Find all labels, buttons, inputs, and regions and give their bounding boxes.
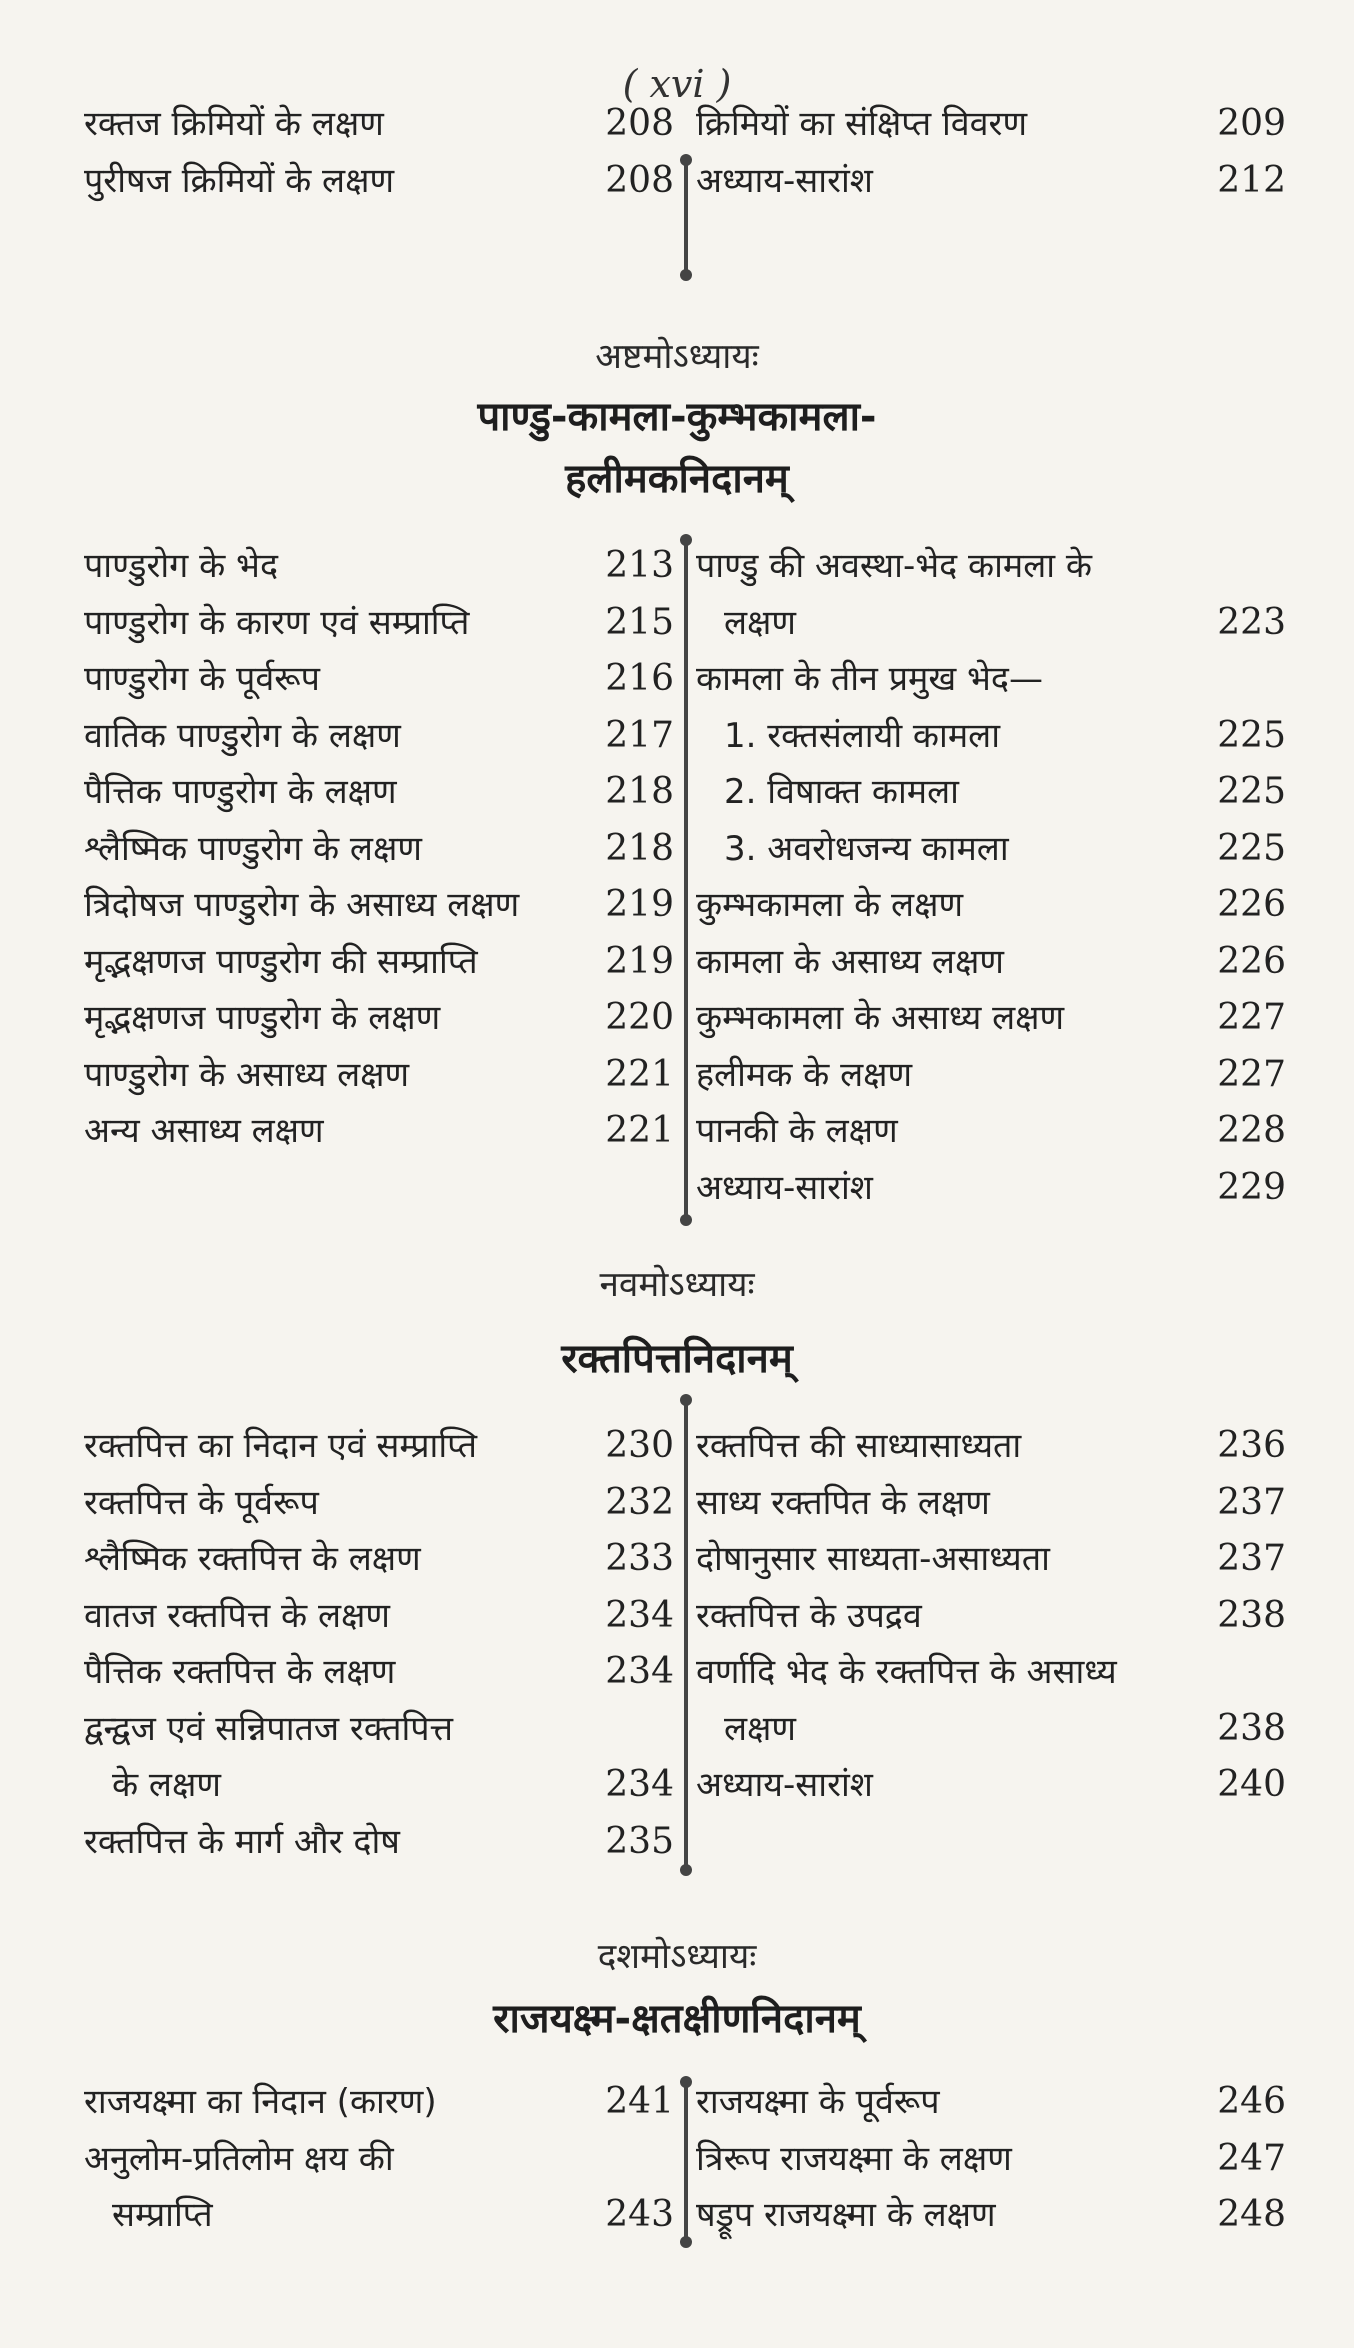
toc-entry[interactable] xyxy=(696,1644,1286,1701)
toc-entry[interactable] xyxy=(696,538,1286,595)
toc-entry[interactable] xyxy=(84,651,674,708)
entry-page: 234 xyxy=(605,1764,674,1805)
entry-page: 226 xyxy=(1217,940,1286,982)
toc-entry[interactable] xyxy=(84,595,674,652)
toc-entry[interactable] xyxy=(84,1418,674,1475)
entry-page: 218 xyxy=(605,771,674,812)
entry-title: सम्प्राप्ति xyxy=(112,2195,213,2235)
entry-title: लक्षण xyxy=(724,1708,797,1749)
toc-entry[interactable] xyxy=(84,538,674,595)
entry-page: 217 xyxy=(605,714,674,756)
entry-title: दोषानुसार साध्यता-असाध्यता xyxy=(696,1539,1050,1579)
entry-title: 2. विषाक्त कामला xyxy=(724,772,959,812)
toc-column-left xyxy=(84,2074,674,2244)
toc-entry[interactable] xyxy=(696,764,1286,821)
toc-entry[interactable] xyxy=(696,2187,1286,2244)
toc-entry[interactable] xyxy=(84,2187,674,2244)
entry-title: कुम्भकामला के असाध्य लक्षण xyxy=(696,998,1065,1038)
entry-page: 232 xyxy=(605,1481,674,1523)
entry-page: 209 xyxy=(1217,103,1286,144)
entry-title: वर्णादि भेद के रक्तपित्त के असाध्य xyxy=(696,1652,1117,1692)
toc-entry[interactable] xyxy=(696,1103,1286,1160)
entry-title: रक्तपित्त के पूर्वरूप xyxy=(84,1482,319,1523)
entry-title: मृद्भक्षणज पाण्डुरोग के लक्षण xyxy=(84,998,441,1038)
entry-title: अनुलोम-प्रतिलोम क्षय की xyxy=(84,2138,394,2179)
toc-entry[interactable] xyxy=(84,1103,674,1160)
entry-title: श्लैष्मिक रक्तपित्त के लक्षण xyxy=(84,1539,421,1579)
column-divider xyxy=(684,2082,688,2242)
column-divider xyxy=(684,160,688,275)
entry-page: 223 xyxy=(1217,601,1286,643)
toc-entry[interactable] xyxy=(84,1814,674,1871)
toc-column-right xyxy=(696,538,1286,1216)
toc-column-left xyxy=(84,1418,674,1870)
entry-page: 247 xyxy=(1217,2137,1286,2179)
toc-entry[interactable] xyxy=(696,1701,1286,1758)
toc-entry[interactable] xyxy=(696,1160,1286,1217)
entry-page: 235 xyxy=(605,1820,674,1862)
entry-page: 215 xyxy=(605,601,674,643)
entry-title: पानकी के लक्षण xyxy=(696,1111,898,1151)
toc-column-right xyxy=(696,96,1286,209)
toc-entry[interactable] xyxy=(84,1047,674,1104)
entry-title: त्रिदोषज पाण्डुरोग के असाध्य लक्षण xyxy=(84,885,520,925)
toc-entry[interactable] xyxy=(696,1418,1286,1475)
entry-title: राजयक्ष्मा का निदान (कारण) xyxy=(84,2082,437,2122)
entry-page: 220 xyxy=(605,997,674,1038)
entry-page: 225 xyxy=(1217,771,1286,812)
entry-page: 227 xyxy=(1217,997,1286,1038)
toc-entry[interactable] xyxy=(696,1531,1286,1588)
entry-title: कामला के तीन प्रमुख भेद— xyxy=(696,659,1043,699)
entry-page: 213 xyxy=(605,545,674,586)
entry-page: 237 xyxy=(1217,1538,1286,1579)
toc-entry[interactable] xyxy=(84,708,674,765)
entry-title: 3. अवरोधजन्य कामला xyxy=(724,828,1009,869)
entry-page: 233 xyxy=(605,1538,674,1579)
toc-entry[interactable] xyxy=(696,1047,1286,1104)
toc-entry[interactable] xyxy=(84,934,674,991)
entry-page: 226 xyxy=(1217,884,1286,925)
toc-column-left xyxy=(84,538,674,1160)
entry-title: अध्याय-सारांश xyxy=(696,1765,873,1805)
toc-entry[interactable] xyxy=(696,1757,1286,1814)
entry-title: कुम्भकामला के लक्षण xyxy=(696,885,964,925)
page-number: ( xvi ) xyxy=(622,62,732,106)
toc-entry[interactable] xyxy=(696,595,1286,652)
toc-entry[interactable] xyxy=(84,1531,674,1588)
entry-page: 212 xyxy=(1217,159,1286,201)
entry-page: 216 xyxy=(605,658,674,699)
entry-title: रक्तपित्त की साध्यासाध्यता xyxy=(696,1426,1022,1466)
toc-entry[interactable] xyxy=(84,153,674,210)
entry-title: अन्य असाध्य लक्षण xyxy=(84,1111,324,1151)
entry-title: अध्याय-सारांश xyxy=(696,160,873,201)
entry-page: 237 xyxy=(1217,1481,1286,1523)
toc-entry[interactable] xyxy=(696,1475,1286,1532)
column-divider xyxy=(684,540,688,1220)
entry-title: वातिक पाण्डुरोग के लक्षण xyxy=(84,715,401,756)
entry-page: 238 xyxy=(1217,1707,1286,1749)
toc-column-right xyxy=(696,2074,1286,2244)
toc-entry[interactable] xyxy=(696,2131,1286,2188)
entry-page: 208 xyxy=(605,159,674,201)
entry-title: पाण्डुरोग के पूर्वरूप xyxy=(84,659,320,699)
entry-title: पाण्डु की अवस्था-भेद कामला के xyxy=(696,546,1093,586)
entry-title: रक्तपित्त के मार्ग और दोष xyxy=(84,1821,400,1862)
entry-title: पाण्डुरोग के कारण एवं सम्प्राप्ति xyxy=(84,602,470,643)
entry-page: 219 xyxy=(605,940,674,982)
entry-page: 225 xyxy=(1217,827,1286,869)
chapter-title: हलीमकनिदानम् xyxy=(565,456,789,502)
entry-title: साध्य रक्तपित के लक्षण xyxy=(696,1482,990,1523)
entry-title: कामला के असाध्य लक्षण xyxy=(696,941,1004,982)
entry-title: मृद्भक्षणज पाण्डुरोग की सम्प्राप्ति xyxy=(84,941,478,982)
toc-column-right xyxy=(696,1418,1286,1814)
toc-entry[interactable] xyxy=(696,821,1286,878)
entry-title: रक्तपित्त के उपद्रव xyxy=(696,1595,922,1636)
entry-page: 248 xyxy=(1217,2194,1286,2235)
entry-page: 219 xyxy=(605,884,674,925)
toc-entry[interactable] xyxy=(696,708,1286,765)
chapter-title: राजयक्ष्म-क्षतक्षीणनिदानम् xyxy=(493,1996,861,2042)
entry-title: षड्रूप राजयक्ष्मा के लक्षण xyxy=(696,2195,996,2235)
entry-page: 221 xyxy=(605,1110,674,1151)
entry-title: वातज रक्तपित्त के लक्षण xyxy=(84,1595,390,1636)
toc-entry[interactable] xyxy=(696,2074,1286,2131)
entry-page: 230 xyxy=(605,1425,674,1466)
toc-entry[interactable] xyxy=(84,2074,674,2131)
chapter-heading: नवमोऽध्यायः xyxy=(599,1265,755,1305)
entry-title: अध्याय-सारांश xyxy=(696,1167,873,1208)
chapter-title: रक्तपित्तनिदानम् xyxy=(561,1336,793,1382)
chapter-heading: अष्टमोऽध्यायः xyxy=(595,337,759,377)
entry-title: पाण्डुरोग के असाध्य लक्षण xyxy=(84,1054,410,1095)
entry-title: पैत्तिक पाण्डुरोग के लक्षण xyxy=(84,772,397,812)
entry-page: 228 xyxy=(1217,1110,1286,1151)
toc-column-left xyxy=(84,96,674,209)
entry-page: 238 xyxy=(1217,1594,1286,1636)
entry-title: पाण्डुरोग के भेद xyxy=(84,546,278,586)
column-divider xyxy=(684,1400,688,1870)
entry-page: 240 xyxy=(1217,1764,1286,1805)
toc-entry[interactable] xyxy=(84,990,674,1047)
entry-page: 208 xyxy=(605,103,674,144)
entry-title: रक्तज क्रिमियों के लक्षण xyxy=(84,104,384,144)
toc-entry[interactable] xyxy=(84,764,674,821)
entry-title: द्वन्द्वज एवं सन्निपातज रक्तपित्त xyxy=(84,1708,454,1749)
entry-title: रक्तपित्त का निदान एवं सम्प्राप्ति xyxy=(84,1426,478,1466)
chapter-title: पाण्डु-कामला-कुम्भकामला- xyxy=(477,394,877,440)
toc-entry[interactable] xyxy=(84,877,674,934)
toc-entry[interactable] xyxy=(696,877,1286,934)
entry-title: हलीमक के लक्षण xyxy=(696,1054,913,1095)
entry-page: 221 xyxy=(605,1053,674,1095)
toc-entry[interactable] xyxy=(84,1475,674,1532)
entry-title: 1. रक्तसंलायी कामला xyxy=(724,715,1001,756)
toc-entry[interactable] xyxy=(84,821,674,878)
toc-entry[interactable] xyxy=(696,990,1286,1047)
entry-page: 236 xyxy=(1217,1425,1286,1466)
entry-page: 241 xyxy=(605,2081,674,2122)
toc-entry[interactable] xyxy=(84,1757,674,1814)
toc-entry[interactable] xyxy=(696,934,1286,991)
entry-title: पुरीषज क्रिमियों के लक्षण xyxy=(84,160,395,201)
entry-title: श्लैष्मिक पाण्डुरोग के लक्षण xyxy=(84,828,422,869)
chapter-heading: दशमोऽध्यायः xyxy=(597,1937,757,1977)
toc-entry[interactable] xyxy=(696,1588,1286,1645)
entry-title: त्रिरूप राजयक्ष्मा के लक्षण xyxy=(696,2138,1012,2179)
toc-entry[interactable] xyxy=(84,2131,674,2188)
entry-title: क्रिमियों का संक्षिप्त विवरण xyxy=(696,104,1028,144)
entry-title: लक्षण xyxy=(724,602,797,643)
toc-entry[interactable] xyxy=(696,96,1286,153)
entry-title: राजयक्ष्मा के पूर्वरूप xyxy=(696,2082,940,2122)
entry-page: 225 xyxy=(1217,714,1286,756)
entry-title: पैत्तिक रक्तपित्त के लक्षण xyxy=(84,1652,396,1692)
entry-page: 234 xyxy=(605,1651,674,1692)
entry-page: 218 xyxy=(605,827,674,869)
entry-title: के लक्षण xyxy=(112,1765,221,1805)
toc-entry[interactable] xyxy=(84,96,674,153)
toc-entry[interactable] xyxy=(84,1701,674,1758)
entry-page: 246 xyxy=(1217,2081,1286,2122)
toc-entry[interactable] xyxy=(696,153,1286,210)
entry-page: 243 xyxy=(605,2194,674,2235)
entry-page: 227 xyxy=(1217,1053,1286,1095)
toc-entry[interactable] xyxy=(84,1588,674,1645)
entry-page: 229 xyxy=(1217,1166,1286,1208)
entry-page: 234 xyxy=(605,1594,674,1636)
toc-entry[interactable] xyxy=(696,651,1286,708)
toc-entry[interactable] xyxy=(84,1644,674,1701)
